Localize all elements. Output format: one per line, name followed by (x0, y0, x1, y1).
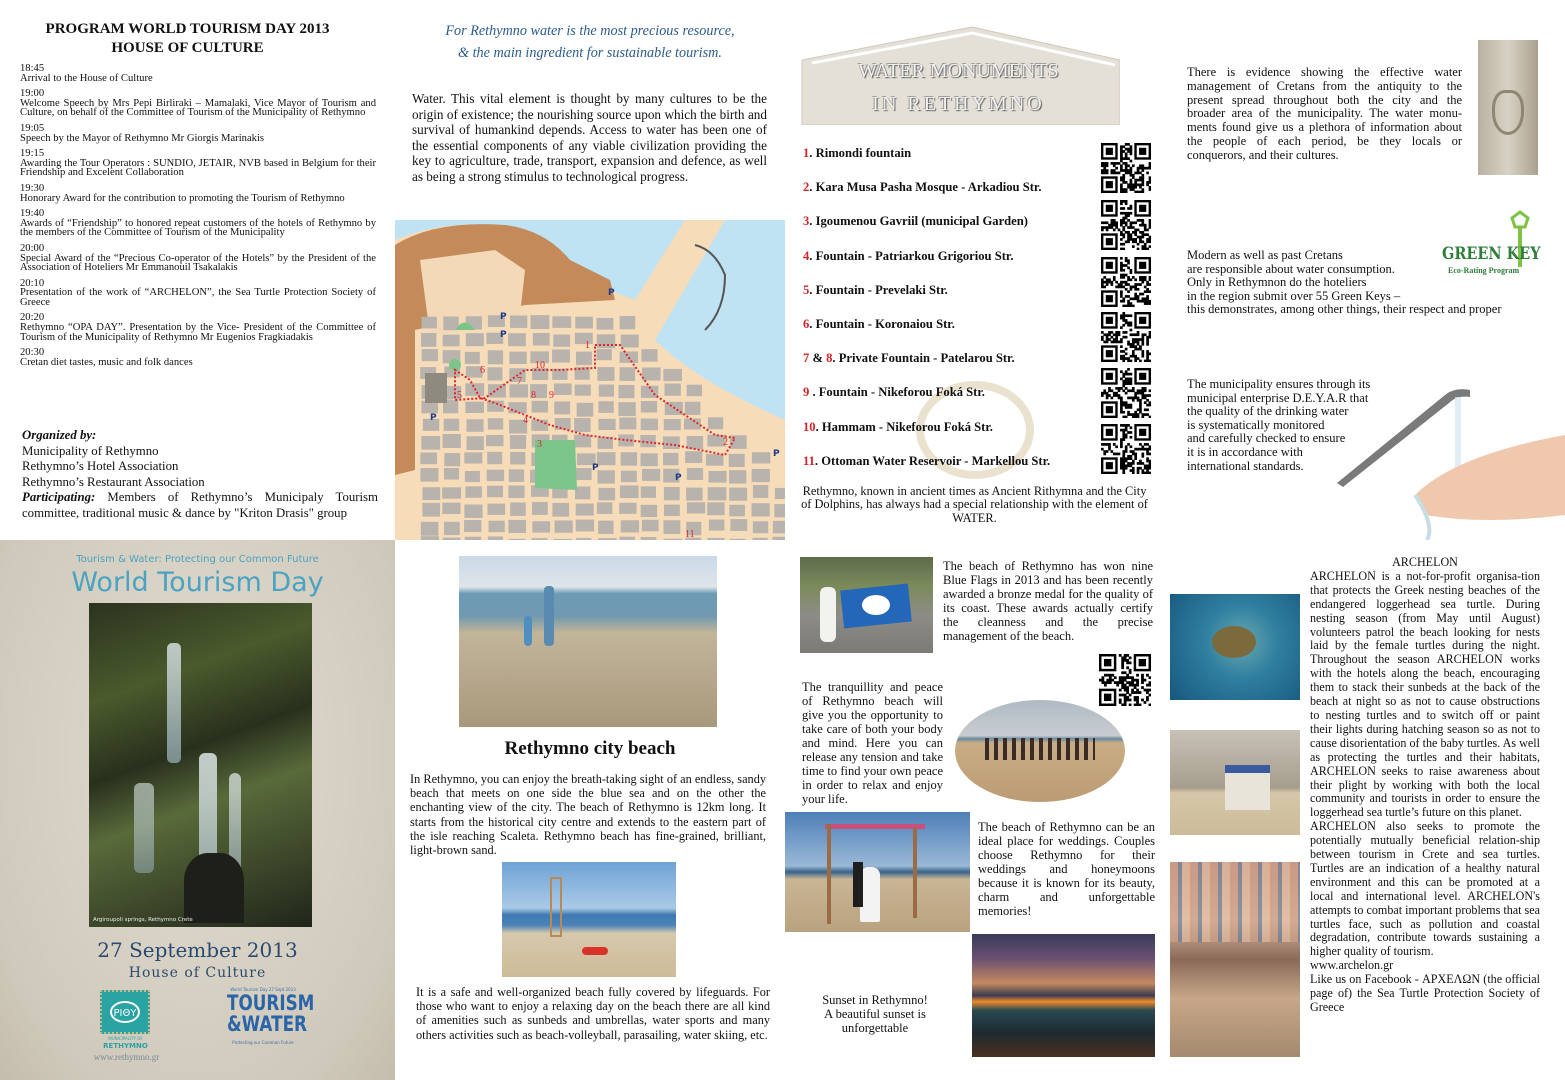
archelon-website-link[interactable]: www.archelon.gr (1310, 958, 1394, 973)
map-block (464, 452, 482, 463)
water-intro-text: Water. This vital element is thought by many cultures to be the origin of existence; the nourishing source upon which the birth and survival of humankind depends. Access to water has been one of the essential components of any viable civilization providing the key to agriculture, trade, transport, expansion and defence, as well as being a strong stimulus to technological progress. (412, 91, 767, 184)
map-block (597, 349, 612, 360)
map-block (641, 419, 658, 431)
map-block (772, 537, 785, 540)
map-block (707, 538, 724, 540)
parking-icon: P (500, 312, 507, 322)
map-block (510, 502, 526, 515)
map-block (508, 486, 524, 498)
map-block (619, 503, 636, 514)
map-block (442, 503, 460, 514)
qr-code[interactable] (1101, 257, 1151, 307)
map-block (421, 522, 439, 536)
map-block (488, 350, 503, 364)
map-block (641, 453, 658, 466)
map-block (687, 502, 705, 513)
map-block (775, 488, 785, 499)
map-block (576, 352, 592, 365)
map-block (487, 486, 503, 497)
archelon-kiosk-photo (1170, 730, 1300, 835)
map-block (444, 453, 460, 466)
map-marker[interactable]: 10 (535, 360, 545, 371)
map-block (730, 539, 745, 540)
map-block (575, 385, 591, 396)
map-block (708, 471, 726, 483)
map-block (620, 485, 639, 498)
map-block (730, 435, 747, 449)
schedule-item: 19:00 Welcome Speech by Mrs Pepi Birliraki – Mamalaki, Vice Mayor of Tourism and Culture, on behalf of the Committee of Tourism of the Municipality of Rethymno (20, 88, 376, 119)
city-beach-text: In Rethymno, you can enjoy the breath-taking sight of an endless, sandy beach that meets on one side the blue sea and on the other the enchanting view of the city. The beach of Rethymno is 12km long. It starts from the historical city centre and extends to the eastern part of the isle reaching Scaleta. Rethymno beach has fine-grained, brilliant, light-brown sand. (410, 772, 766, 858)
turtle-release-crowd-photo (1170, 862, 1300, 1057)
map-block (552, 503, 569, 517)
map-block (464, 520, 481, 532)
map-block (685, 451, 702, 463)
map-block (597, 334, 615, 348)
water-monuments-banner: WATER MONUMENTS IN RETHYMNO (797, 25, 1120, 125)
beach-wedding-photo (785, 812, 970, 932)
map-block (752, 538, 767, 540)
schedule-item: 20:10 Presentation of the work of “ARCHELON”, the Sea Turtle Protection Society of Greece (20, 277, 376, 308)
map-block (619, 385, 635, 398)
map-block (598, 521, 613, 534)
safe-beach-text: It is a safe and well-organized beach fully covered by lifeguards. For those who want to enjoy a relaxing day on the beach there are all kind of amenities such as sunbeds and umbrellas, water sports and many others activities such as beach-volleyball, parasailing, water skiing, etc. (416, 985, 770, 1042)
map-block (621, 452, 638, 465)
water-quote: For Rethymno water is the most precious resource, & the main ingredient for sustainable tourism. (445, 23, 735, 61)
map-block (444, 468, 459, 480)
map-block (443, 335, 460, 347)
map-marker[interactable]: 3 (537, 439, 542, 450)
map-block (531, 538, 547, 540)
monument-item[interactable]: 5. Fountain - Prevelaki Str. (803, 282, 948, 297)
map-block (552, 316, 571, 328)
map-block (687, 468, 703, 480)
map-block (488, 536, 503, 540)
monument-item[interactable]: 11. Ottoman Water Reservoir - Markellou Str. (803, 453, 1051, 468)
map-block (598, 470, 615, 483)
map-block (531, 315, 550, 329)
map-block (641, 401, 657, 412)
map-marker[interactable]: 5 (457, 390, 462, 401)
map-block (597, 367, 614, 381)
qr-code[interactable] (1101, 424, 1151, 474)
schedule-item: 20:30 Cretan diet tastes, music and folk dances (20, 347, 193, 368)
waterfall-photo: Argiroupoli springs, Rethymno Crete (89, 603, 312, 927)
map-block (684, 418, 701, 429)
map-block (555, 521, 573, 533)
map-block (597, 502, 612, 514)
qr-pattern (1099, 654, 1151, 706)
map-block (553, 539, 572, 540)
weddings-text: The beach of Rethymno can be an ideal place for weddings. Couples choose Rethymno for their weddings and honeymoons because it is known for its beauty, charm and unforgettable memories! (978, 820, 1155, 918)
map-block (619, 417, 636, 429)
schedule-item: 19:30 Honorary Award for the contribution to promoting the Tourism of Rethymno (20, 182, 345, 204)
map-marker[interactable]: 4 (523, 415, 528, 426)
qr-code[interactable] (1099, 654, 1151, 706)
map-marker[interactable]: 6 (480, 365, 485, 376)
map-block (532, 502, 548, 515)
map-block (663, 453, 678, 465)
map-block (597, 452, 616, 465)
map-block (533, 333, 550, 345)
map-block (686, 488, 702, 501)
map-block (642, 520, 659, 532)
map-block (729, 488, 747, 501)
map-block (620, 537, 635, 540)
map-block (444, 522, 460, 535)
monument-item[interactable]: 7 & 8. Private Fountain - Patelarou Str. (803, 351, 1015, 366)
monument-item[interactable]: 9 . Fountain - Nikeforou Foká Str. (803, 385, 985, 400)
map-block (774, 504, 785, 517)
map-block (663, 436, 680, 449)
schedule-item: 19:05 Speech by the Mayor of Rethymno Mr Giorgis Marinakis (20, 122, 265, 144)
fountain-relief-photo (1478, 40, 1538, 175)
map-block (618, 402, 635, 416)
map-marker[interactable]: 8 (531, 390, 536, 401)
map-block (443, 538, 461, 540)
map-block (487, 504, 505, 515)
map-block (487, 367, 502, 380)
map-block (531, 420, 548, 431)
map-block (598, 538, 617, 540)
tourism-water-logo: TOURISM &WATER (227, 991, 315, 1036)
map-block (466, 419, 483, 432)
qr-pattern (1101, 312, 1151, 362)
qr-code[interactable] (1101, 200, 1151, 250)
map-block (599, 385, 614, 397)
qr-code[interactable] (1101, 143, 1151, 193)
map-marker[interactable]: 7 (517, 376, 522, 387)
sunset-photo (972, 934, 1155, 1057)
map-block (421, 436, 440, 450)
map-block (598, 419, 615, 430)
map-block (773, 521, 785, 533)
map-block (466, 333, 484, 346)
map-block (664, 384, 680, 396)
dolphins-city-text: Rethymno, known in ancient times as Ancient Rithymna and the City of Dolphins, has always had a special relationship with the element of WATER. (801, 484, 1148, 525)
map-block (532, 521, 550, 532)
city-map[interactable] (395, 220, 785, 540)
map-block (510, 435, 526, 449)
qr-pattern (1101, 368, 1151, 418)
map-block (487, 452, 502, 464)
parking-icon: P (500, 330, 507, 340)
map-block (443, 317, 458, 331)
map-block (642, 469, 660, 481)
map-block (487, 470, 504, 481)
map-block (575, 333, 593, 344)
map-block (576, 520, 594, 532)
map-block (685, 402, 701, 415)
green-key-logo: GREEN KEY Eco-Rating Program (1440, 208, 1550, 283)
green-key-text: Modern as well as past Cretans are responsible about water consumption. Only in Rethymnon do the hoteliers in the region submit over 55 Green Keys – this demonstrates, among other things, their respect and proper (1187, 248, 1502, 317)
monument-item[interactable]: 3. Igoumenou Gavriil (municipal Garden) (803, 214, 1028, 229)
qr-code[interactable] (1101, 312, 1151, 362)
deyar-text: The municipality ensures through its municipal enterprise D.E.Y.A.R that the quality of the drinking water is systematically monitored and carefully checked to ensure it is in accordance with international standards. (1187, 377, 1371, 473)
map-block (641, 349, 657, 361)
map-block (574, 418, 590, 432)
beach-yoga-photo (955, 700, 1125, 802)
map-block (729, 454, 745, 467)
schedule-item: 19:40 Awards of “Friendship” to honored repeat customers of the hotels of Rethymno by the members of the Committee of Tourism of the Municipality (20, 208, 376, 239)
schedule-item: 20:20 Rethymno “OPA DAY”. Presentation by the Vice- President of the Committee of Tourism of the Municipality of Rethymno Mr Eugenios Fragkiadakis (20, 312, 376, 343)
water-management-text: There is evidence showing the effective water management of Cretans from the antiquity to the present spread throughout both the city and the broader area of the municipality. The water monu-ments found give us a plethora of information about the people of each period, be they locals or conquerors, and their cultures. (1187, 65, 1462, 162)
map-block (752, 452, 770, 463)
monument-item[interactable]: 4. Fountain - Patriarkou Grigoriou Str. (803, 248, 1014, 263)
map-block (574, 435, 591, 448)
organizers-block: Organized by: Municipality of Rethymno Rethymno’s Hotel Association Rethymno’s Restaurant Association Participating: Members of Rethymno’s Municipaly Tourism committee, traditional music & dance by "Kriton Drasis" group (22, 428, 378, 520)
dolphins-icon (102, 992, 148, 1032)
map-block (620, 316, 636, 329)
map-block (420, 468, 438, 482)
parking-icon: P (608, 288, 615, 298)
map-block (420, 452, 437, 464)
parking-icon: P (592, 463, 599, 473)
map-block (465, 352, 480, 364)
map-block (641, 505, 657, 517)
map-block (664, 419, 681, 430)
map-block (464, 505, 482, 518)
map-block (508, 402, 526, 413)
map-block (553, 335, 570, 347)
map-block (465, 471, 480, 482)
event-poster: Tourism & Water: Protecting our Common Future World Tourism Day Argiroupoli springs, Rethymno Crete 27 September 2013 House of Culture ΡΙΘΥ MUNICIPALITY OF RETHYMNO www.rethymno.gr World Tourism Day 27 Sept 2013 TOURISM &WATER Protecting our Common Future (0, 540, 395, 1080)
website-link[interactable]: www.rethymno.gr (93, 1052, 160, 1062)
map-block (621, 335, 639, 348)
map-block (598, 401, 613, 413)
map-block (621, 520, 639, 532)
map-block (554, 401, 570, 414)
map-block (510, 452, 525, 464)
map-block (552, 349, 570, 362)
map-block (599, 488, 616, 501)
monument-item[interactable]: 6. Fountain - Koronaiou Str. (803, 316, 955, 331)
lifeguard-tower-photo (502, 862, 676, 977)
map-block (707, 502, 724, 515)
map-block (708, 487, 727, 500)
map-graphic (395, 220, 785, 540)
map-block (554, 383, 572, 395)
map-block (488, 418, 503, 429)
map-block (465, 402, 484, 413)
map-block (620, 367, 635, 381)
parking-icon: P (675, 473, 682, 483)
map-block (664, 505, 680, 516)
monument-item[interactable]: 10. Hammam - Nikeforou Foká Str. (803, 419, 993, 434)
map-block (443, 434, 461, 448)
schedule-item: 18:45 Arrival to the House of Culture (20, 63, 153, 84)
map-block (575, 317, 593, 329)
map-block (730, 519, 747, 531)
map-block (444, 419, 459, 431)
map-block (467, 436, 484, 450)
map-block (706, 454, 723, 466)
map-block (641, 537, 657, 540)
map-block (621, 471, 637, 483)
map-block (509, 539, 526, 540)
map-block (577, 403, 594, 417)
monument-item[interactable]: 2. Kara Musa Pasha Mosque - Arkadiou Str. (803, 180, 1042, 195)
tranquillity-text: The tranquillity and peace of Rethymno beach will give you the opportunity to take care of both your body and mind. Here you can release any tension and take time to find your own peace in order to relax and enjoy your life. (802, 680, 943, 806)
map-block (641, 486, 656, 497)
blue-flag-photo (800, 557, 933, 653)
svg-text:ΡΙΘΥ: ΡΙΘΥ (113, 1008, 137, 1019)
map-block (423, 487, 441, 500)
municipality-logo (100, 990, 150, 1034)
map-block (729, 470, 746, 483)
city-beach-heading: Rethymno city beach (504, 738, 676, 759)
map-block (508, 333, 526, 346)
city-beach-photo (459, 556, 717, 727)
map-block (488, 384, 506, 397)
map-block (442, 487, 461, 498)
map-block (575, 487, 590, 500)
schedule-list (20, 64, 376, 373)
qr-pattern (1101, 200, 1151, 250)
archelon-section: ARCHELON ARCHELON is a not-for-profit organisa-tion that protects the Greek nesting beaches of the endangered loggerhead sea turtle. During nesting season (from May until August) volunteers patrol the beach looking for nests laid by the female turtles during the night. Throughout the season ARCHELON works with the hotels along the beach, encouraging them to stack their sunbeds at the back of the beach at night so as not to cause obstructions to nesting turtles and to switch off or paint their lights during hatching season so as not to cause disorientation of the baby turtles. As well as protecting the turtles and their habitats, ARCHELON seeks to raise awareness about their plight by working with both the local community and tourists in order to ensure the loggerhead sea turtle’s future on this planet. ARCHELON also seeks to promote the potentially mutually beneficial relation-ship between tourism in Crete and sea turtles. Turtles are an indication of a healthy natural environment and this can be promoted at a local and international level. ARCHELON's attempts to combat important problems that sea turtles face, such as pollution and coastal degradation, contribute towards sustaining a higher quality of tourism. www.archelon.gr Like us on Facebook - ΑΡΧΕΛΩΝ (the official page of) the Sea Turtle Protection Society of Greece (1310, 555, 1540, 1014)
monuments-list (803, 146, 1093, 488)
map-block (509, 469, 524, 481)
map-block (663, 369, 682, 381)
map-block (486, 435, 503, 446)
map-block (664, 487, 680, 500)
qr-pattern (1101, 424, 1151, 474)
map-marker[interactable]: 1 (585, 340, 590, 351)
qr-pattern (1101, 143, 1151, 193)
blue-flags-text: The beach of Rethymno has won nine Blue Flags in 2013 and has been recently awarded a bronze medal for the quality of its coast. These awards actually certify the cleanness and the precise management of the beach. (943, 559, 1153, 643)
map-block (508, 520, 526, 533)
map-block (729, 505, 745, 517)
map-block (510, 315, 527, 327)
map-block (752, 503, 770, 516)
map-block (752, 469, 770, 482)
map-block (489, 521, 505, 532)
monument-item[interactable]: 1. Rimondi fountain (803, 146, 912, 160)
map-block (687, 385, 702, 396)
map-block (532, 401, 548, 413)
sunset-text: Sunset in Rethymno! A beautiful sunset is unforgettable (822, 993, 928, 1035)
map-block (709, 520, 724, 531)
map-block (421, 317, 436, 329)
map-marker[interactable]: 9 (549, 390, 554, 401)
map-block (421, 333, 436, 347)
map-block (663, 520, 680, 534)
parking-icon: P (773, 449, 780, 459)
map-block (422, 503, 440, 517)
map-block (509, 352, 526, 364)
qr-code[interactable] (1101, 368, 1151, 418)
map-block (642, 367, 661, 380)
schedule-item: 19:15 Awarding the Tour Operators : SUNDIO, JETAIR, NVB based in Belgium for their Friendship and Excelent Collaboration (20, 148, 376, 179)
map-marker[interactable]: 11 (685, 529, 695, 540)
parking-icon: P (430, 413, 437, 423)
map-block (465, 486, 482, 497)
map-marker[interactable]: 2 (723, 437, 728, 448)
qr-pattern (1101, 257, 1151, 307)
map-block (576, 504, 594, 516)
map-block (687, 436, 703, 449)
sea-turtle-photo (1170, 594, 1300, 700)
map-block (421, 536, 439, 540)
map-block (422, 349, 438, 361)
map-block (576, 468, 592, 480)
map-block (708, 417, 723, 429)
map-block (576, 538, 591, 540)
map-block (753, 485, 768, 498)
schedule-item: 20:00 Special Award of the “Precious Co-operator of the Hotels” by the President of the Association of Hoteliers Mr Emmanouil Tsakalakis (20, 242, 376, 274)
map-block (465, 537, 481, 540)
map-block (753, 521, 768, 533)
map-block (597, 318, 614, 330)
program-title: PROGRAM WORLD TOURISM DAY 2013 HOUSE OF CULTURE (45, 21, 330, 56)
map-block (664, 539, 683, 540)
